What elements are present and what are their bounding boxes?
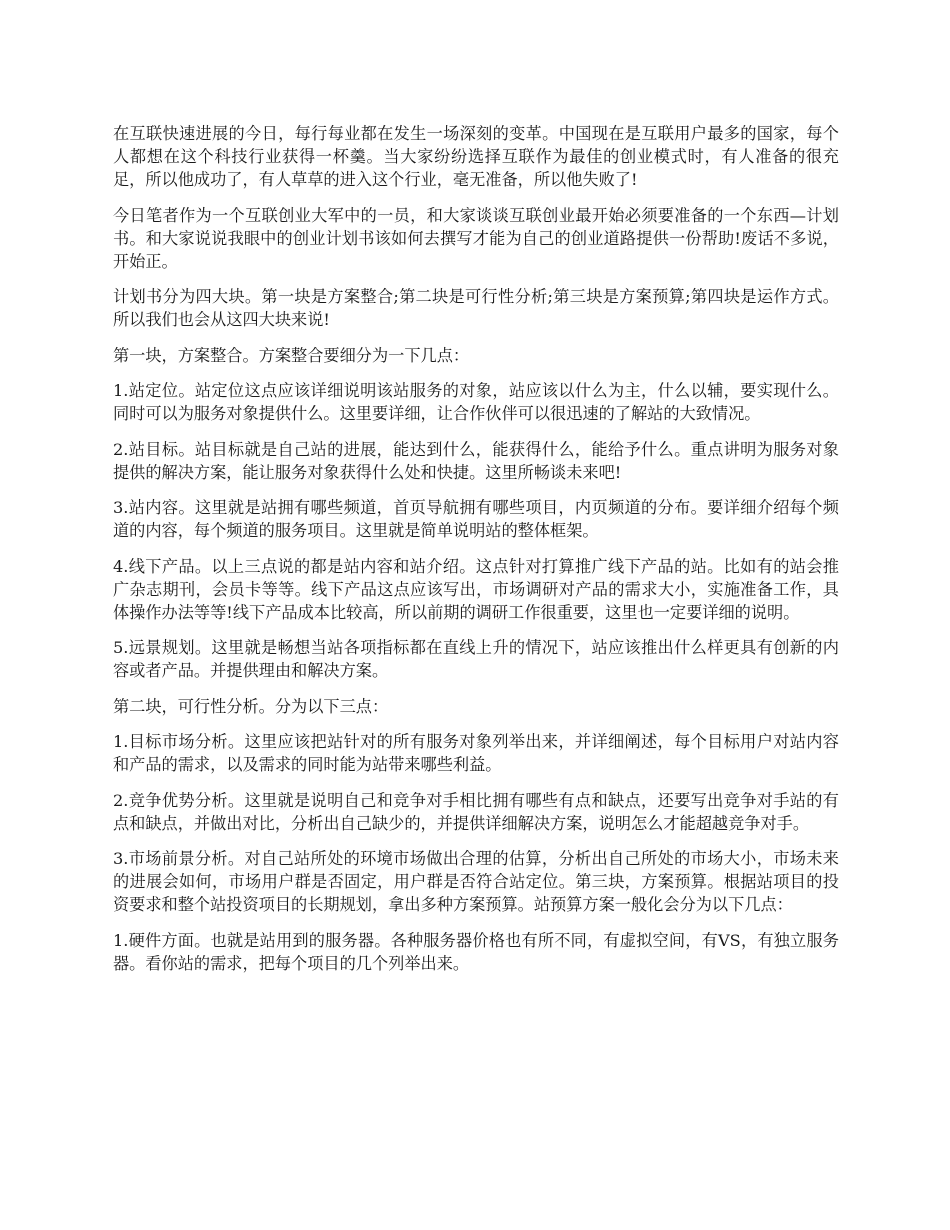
paragraph-offline-products: 4.线下产品。以上三点说的都是站内容和站介绍。这点针对打算推广线下产品的站。比如有的站会推广杂志期刊，会员卡等等。线下产品这点应该写出，市场调研对产品的需求大小，实施准备工作，具体操作办法等等!线下产品成本比较高，所以前期的调研工作很重要，这里也一定要详细的说明。	[113, 556, 839, 622]
paragraph-intro: 在互联快速进展的今日，每行每业都在发生一场深刻的变革。中国现在是互联用户最多的国家，每个人都想在这个科技行业获得一杯羹。当大家纷纷选择互联作为最佳的创业模式时，有人准备的很充足，所以他成功了，有人草草的进入这个行业，毫无准备，所以他失败了!	[113, 124, 839, 189]
paragraph-topic: 今日笔者作为一个互联创业大军中的一员，和大家谈谈互联创业最开始必须要准备的一个东西—计划书。和大家说说我眼中的创业计划书该如何去撰写才能为自己的创业道路提供一份帮助!废话不多说，开始正。	[113, 205, 839, 271]
paragraph-site-goals: 2.站目标。站目标就是自己站的进展，能达到什么，能获得什么，能给予什么。重点讲明为服务对象提供的解决方案，能让服务对象获得什么处和快捷。这里所畅谈未来吧!	[113, 439, 839, 482]
paragraph-site-positioning: 1.站定位。站定位这点应该详细说明该站服务的对象，站应该以什么为主，什么以辅，要实现什么。同时可以为服务对象提供什么。这里要详细，让合作伙伴可以很迅速的了解站的大致情况。	[113, 381, 839, 423]
section-heading-plan-integration: 第一块，方案整合。方案整合要细分为一下几点：	[113, 345, 470, 365]
document-body	[113, 122, 839, 987]
paragraph-hardware: 1.硬件方面。也就是站用到的服务器。各种服务器价格也有所不同，有虚拟空间，有VS，有独立服务器。看你站的需求，把每个项目的几个列举出来。	[113, 930, 839, 973]
section-heading-feasibility: 第二块，可行性分析。分为以下三点：	[113, 696, 389, 716]
paragraph-long-term-plan: 5.远景规划。这里就是畅想当站各项指标都在直线上升的情况下，站应该推出什么样更具有创新的内容或者产品。并提供理由和解决方案。	[113, 638, 839, 680]
paragraph-competitive-advantage: 2.竞争优势分析。这里就是说明自己和竞争对手相比拥有哪些有点和缺点，还要写出竞争对手站的有点和缺点，并做出对比，分析出自己缺少的，并提供详细解决方案，说明怎么才能超越竞争对手。	[113, 790, 839, 833]
paragraph-target-market: 1.目标市场分析。这里应该把站针对的所有服务对象列举出来，并详细阐述，每个目标用户对站内容和产品的需求，以及需求的同时能为站带来哪些利益。	[113, 732, 839, 774]
paragraph-overview: 计划书分为四大块。第一块是方案整合;第二块是可行性分析;第三块是方案预算;第四块是运作方式。所以我们也会从这四大块来说!	[113, 287, 839, 329]
paragraph-site-content: 3.站内容。这里就是站拥有哪些频道，首页导航拥有哪些项目，内页频道的分布。要详细介绍每个频道的内容，每个频道的服务项目。这里就是简单说明站的整体框架。	[113, 498, 839, 540]
paragraph-market-outlook: 3.市场前景分析。对自己站所处的环境市场做出合理的估算，分析出自己所处的市场大小，市场未来的进展会如何，市场用户群是否固定，用户群是否符合站定位。第三块，方案预算。根据站项目的投资要求和整个站投资项目的长期规划，拿出多种方案预算。站预算方案一般化会分为以下几点：	[113, 849, 839, 914]
